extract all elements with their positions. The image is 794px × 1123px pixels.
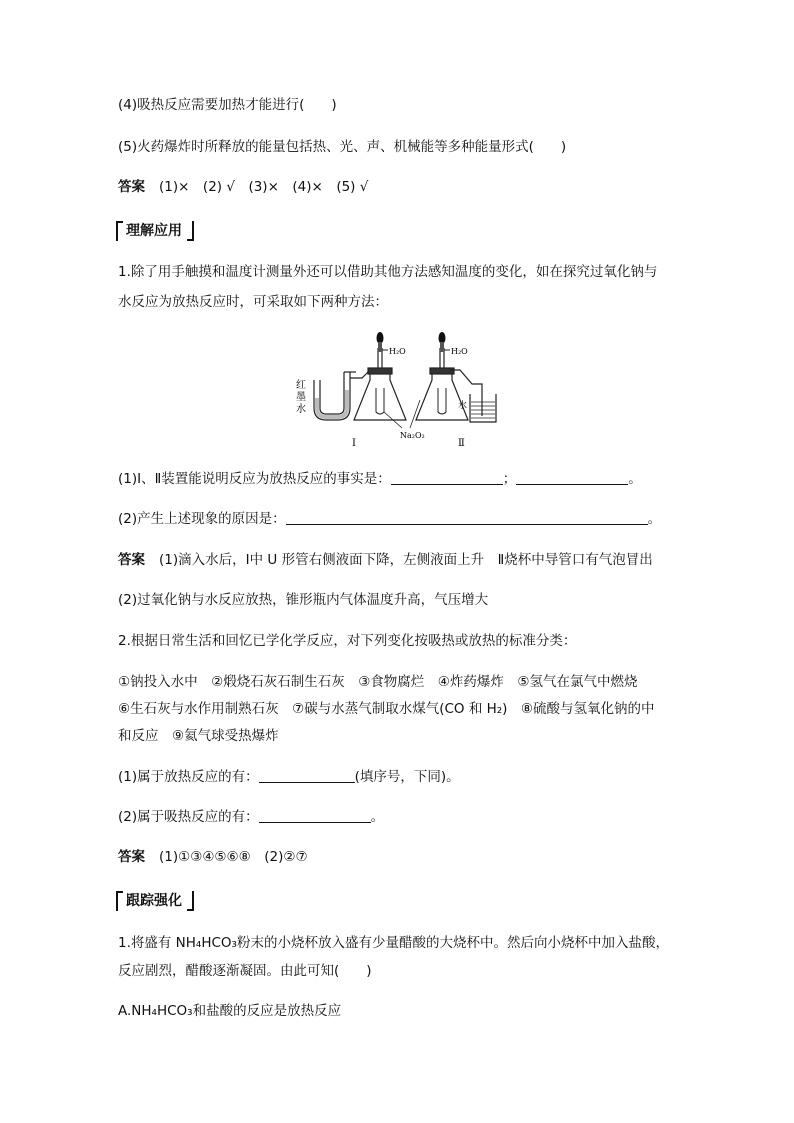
section-title-understanding <box>116 220 194 242</box>
answer-text: (1)× (2) √ (3)× (4)× (5) √ <box>159 179 369 195</box>
problem-2-items-line-1: ①钠投入水中 ②煅烧石灰石制生石灰 ③食物腐烂 ④炸药爆炸 ⑤氢气在氯气中燃烧 <box>118 674 638 690</box>
answer-label: 答案 <box>118 179 145 195</box>
section-title-text: 理解应用 <box>126 223 182 239</box>
test-1-line-2: 反应剧烈，醋酸逐渐凝固。由此可知( ) <box>118 963 372 979</box>
answer-blank[interactable] <box>516 470 628 485</box>
label-water-right: 水 <box>458 401 468 411</box>
flask-1 <box>354 348 406 420</box>
question-5: (5)火药爆炸时所释放的能量包括热、光、声、机械能等多种能量形式( ) <box>118 139 567 155</box>
answer-block-1 <box>118 177 368 197</box>
problem-1-line-1: 1.除了用手触摸和温度计测量外还可以借助其他方法感知温度的变化，如在探究过氧化钠与 <box>118 264 658 280</box>
question-text: (1)属于放热反应的有： <box>118 769 259 785</box>
label-water-left: 水 <box>296 404 306 415</box>
punctuation: 。 <box>628 471 642 487</box>
section-title-follow-up <box>116 890 194 912</box>
bracket-close-icon <box>187 221 194 241</box>
answer-blank[interactable] <box>286 510 648 525</box>
question-1-2 <box>118 509 661 529</box>
label-roman-1: Ⅰ <box>352 438 356 449</box>
u-tube <box>314 372 368 420</box>
flask-2 <box>416 348 482 420</box>
problem-1-line-2: 水反应为放热反应时，可采取如下两种方法： <box>118 294 388 310</box>
punctuation: 。 <box>647 511 662 527</box>
question-suffix: (填序号，下同)。 <box>354 769 460 785</box>
test-1-line-1: 1.将盛有 NH₄HCO₃粉末的小烧杯放入盛有少量醋酸的大烧杯中。然后向小烧杯中加入盐酸， <box>118 935 669 951</box>
label-h2o-right: H₂O <box>451 347 468 356</box>
answer-blank[interactable] <box>259 808 371 823</box>
label-roman-2: Ⅱ <box>458 438 465 449</box>
bracket-close-icon <box>187 891 194 911</box>
question-4: (4)吸热反应需要加热才能进行( ) <box>118 97 337 113</box>
label-red: 红 <box>296 380 306 391</box>
question-2-2 <box>118 807 384 827</box>
answer-block-2 <box>118 550 653 570</box>
test-tube-2 <box>438 388 446 414</box>
label-h2o-left: H₂O <box>389 347 406 356</box>
answer-block-3 <box>118 847 308 867</box>
answer-text: (1)①③④⑤⑥⑧ (2)②⑦ <box>159 849 308 865</box>
beaker <box>470 394 496 422</box>
answer-blank[interactable] <box>259 768 355 783</box>
problem-2-line-1: 2.根据日常生活和回忆已学化学反应，对下列变化按吸热或放热的标准分类： <box>118 633 577 649</box>
question-text: (2)属于吸热反应的有： <box>118 809 259 825</box>
bracket-open-icon <box>116 891 123 911</box>
bracket-open-icon <box>116 221 123 241</box>
separator: ； <box>502 471 517 487</box>
question-text: (2)产生上述现象的原因是： <box>118 511 286 527</box>
answer-blank[interactable] <box>391 470 503 485</box>
section-title-text: 跟踪强化 <box>126 893 182 909</box>
punctuation: 。 <box>370 809 385 825</box>
apparatus-diagram <box>290 328 500 450</box>
answer-block-2-line-2: (2)过氧化钠与水反应放热，锥形瓶内气体温度升高，气压增大 <box>118 592 489 608</box>
question-2-1 <box>118 767 460 787</box>
label-ink: 墨 <box>296 392 306 403</box>
problem-2-items-line-3: 和反应 ⑨氦气球受热爆炸 <box>118 728 279 744</box>
answer-label: 答案 <box>118 849 145 865</box>
test-tube-1 <box>376 388 384 414</box>
label-na2o2: Na₂O₂ <box>400 431 425 440</box>
answer-label: 答案 <box>118 552 145 568</box>
test-1-option-a: A.NH₄HCO₃和盐酸的反应是放热反应 <box>118 1003 342 1019</box>
problem-2-items-line-2: ⑥生石灰与水作用制熟石灰 ⑦碳与水蒸气制取水煤气(CO 和 H₂) ⑧硫酸与氢氧化钠的中 <box>118 701 655 717</box>
question-text: (1)Ⅰ、Ⅱ装置能说明反应为放热反应的事实是： <box>118 471 391 487</box>
answer-text: (1)滴入水后，Ⅰ中 U 形管右侧液面下降，左侧液面上升 Ⅱ烧杯中导管口有气泡冒出 <box>159 552 653 568</box>
question-1-1 <box>118 469 642 489</box>
